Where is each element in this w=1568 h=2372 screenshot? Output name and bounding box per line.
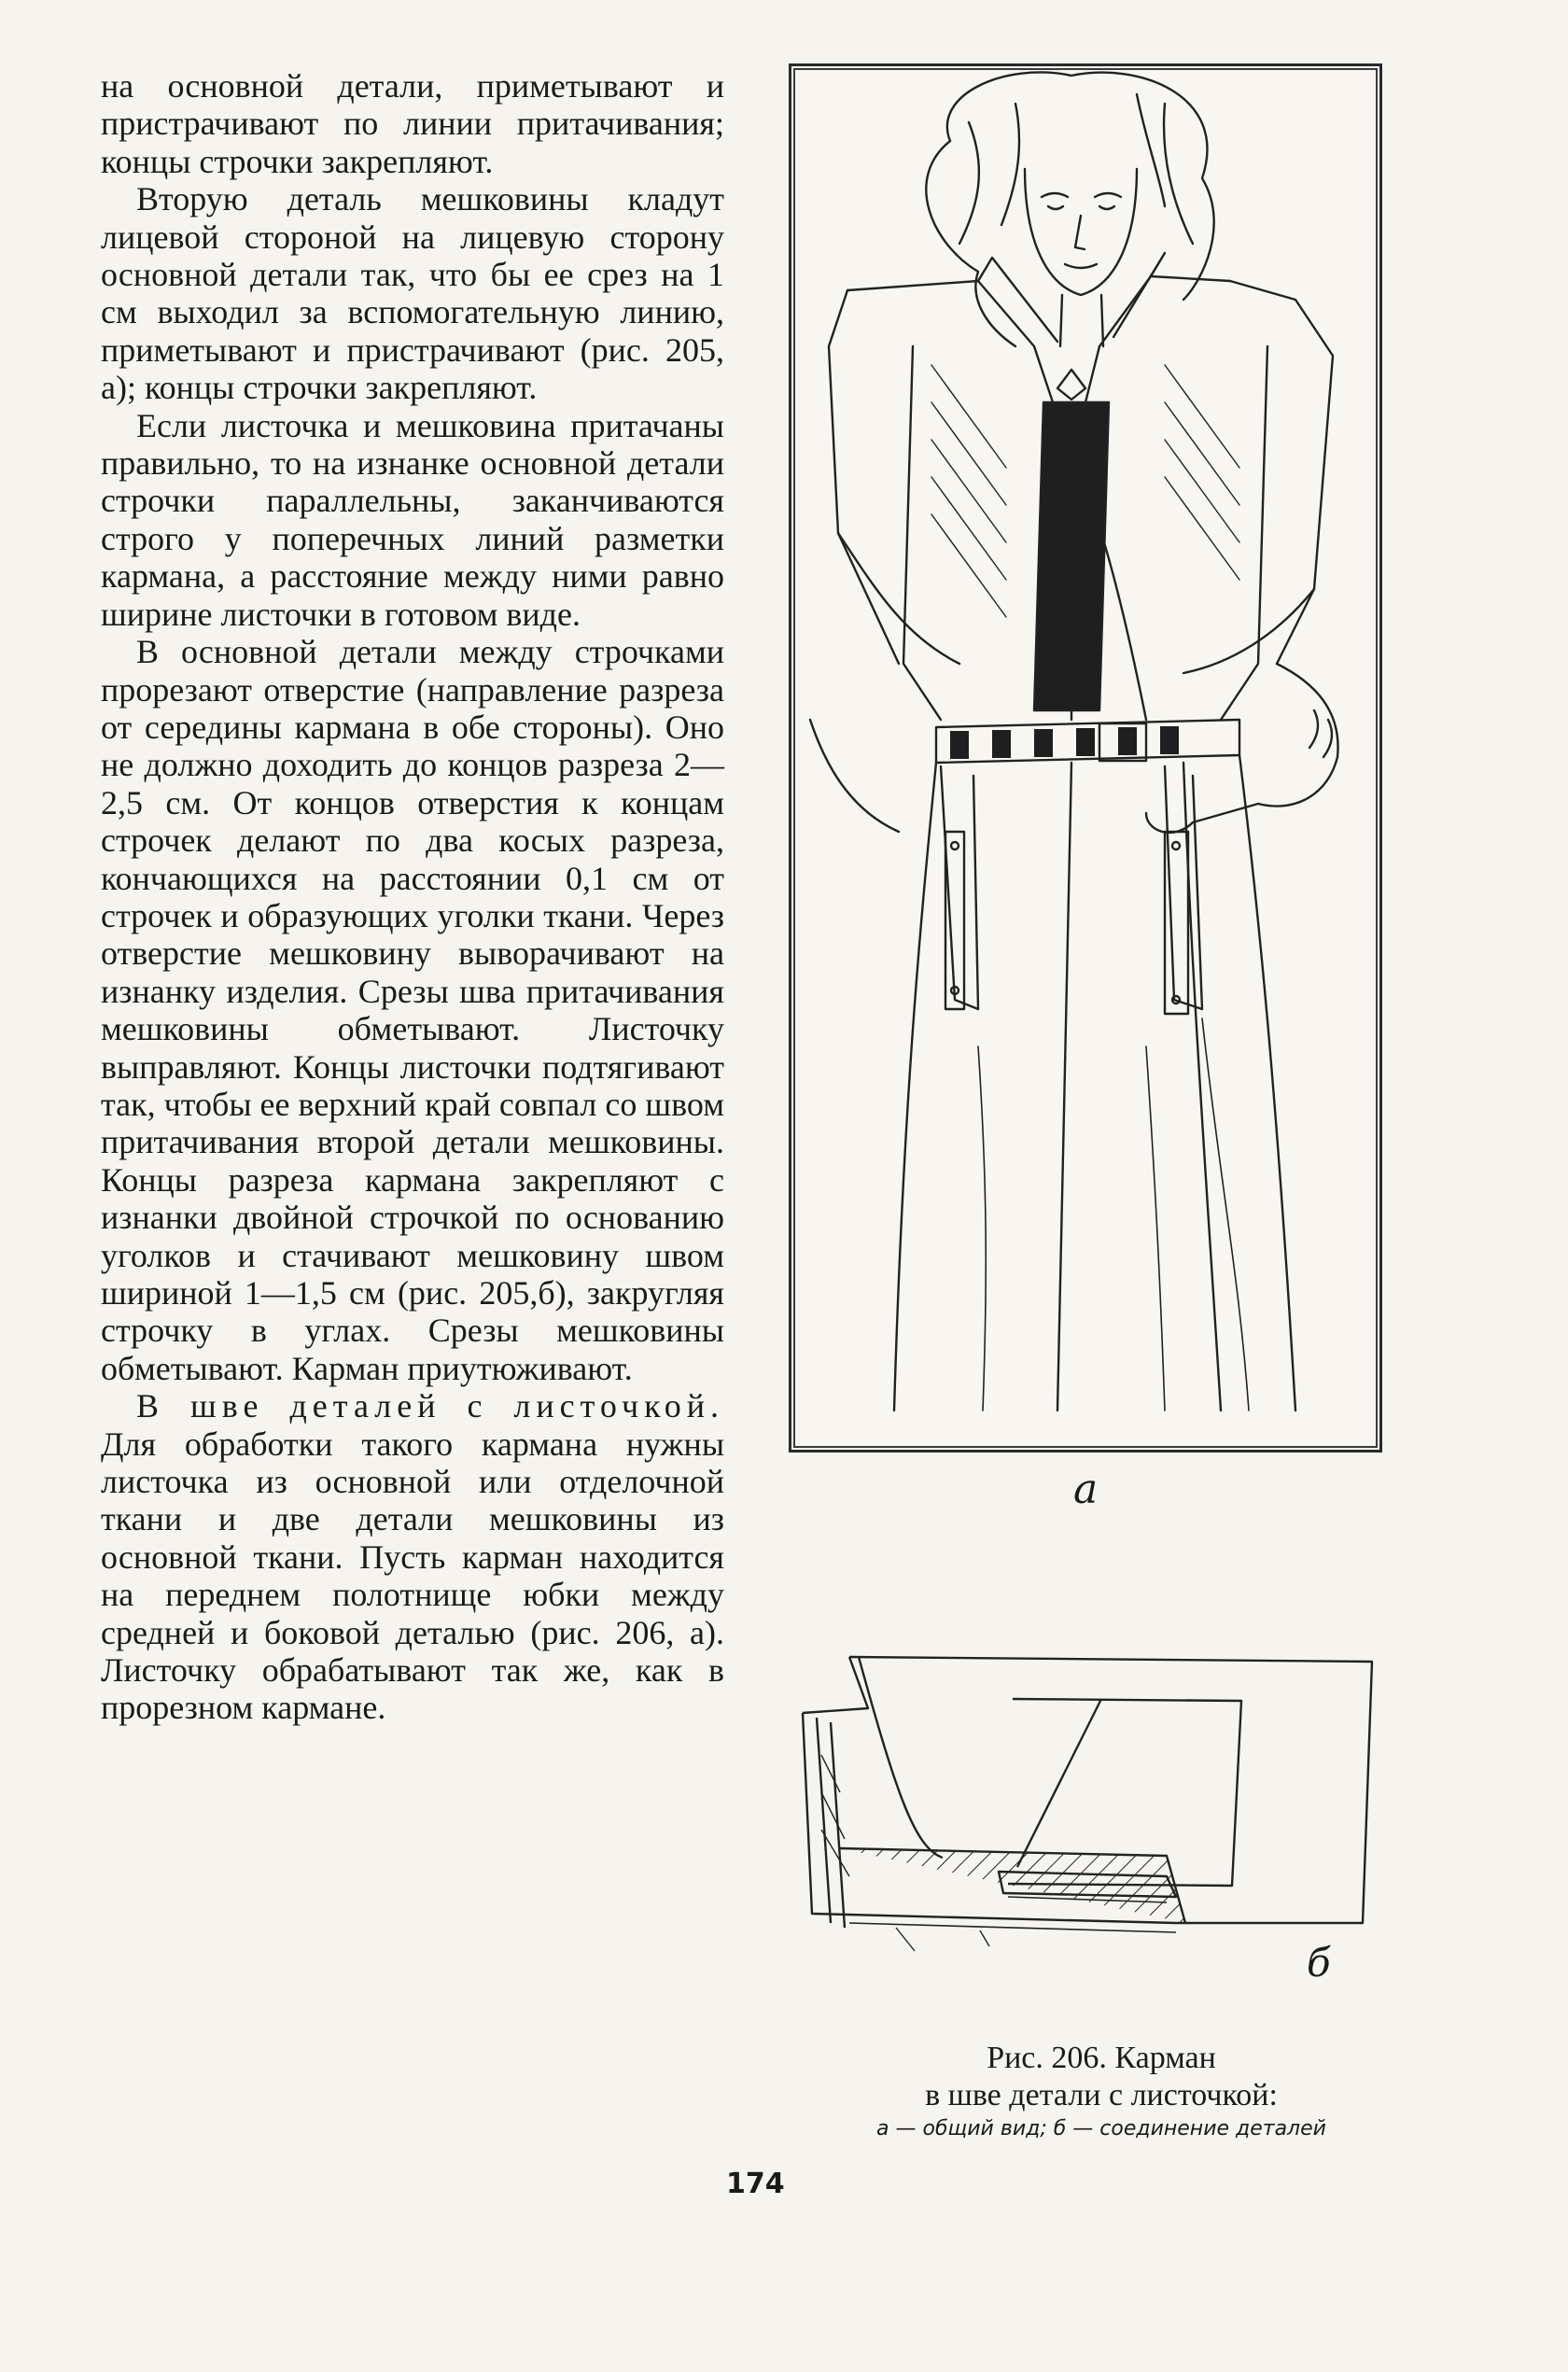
- figure-label-b: б: [1307, 1940, 1331, 1986]
- paragraph-2: Вторую деталь мешковины кладут лицевой стороной на лицевую сторону основной детали так, что бы ее срез на 1 см выходил за вспомогательную линию, приметывают и пристрачивают (рис. 205, а); концы строчки закрепляют.: [101, 180, 724, 407]
- section-paragraph: [101, 1387, 724, 1727]
- caption-title: Рис. 206. Карман: [987, 2041, 1216, 2075]
- paragraph-1: на основной детали, приметывают и пристрачивают по линии притачивания; концы строчки закрепляют.: [101, 67, 724, 180]
- section-heading: В шве деталей с листочкой.: [136, 1387, 724, 1425]
- figure-label-a: а: [1073, 1466, 1099, 1513]
- caption-subtitle: в шве детали с листочкой:: [925, 2078, 1278, 2112]
- paragraph-3: Если листочка и мешковина притачаны правильно, то на изнанке основной детали строчки параллельны, заканчиваются строго у поперечных линий разметки кармана, а расстояние между ними равно ширине листочки в готовом виде.: [101, 406, 724, 633]
- woman-skirt-drawing: [791, 66, 1379, 1450]
- caption-legend: а — общий вид; б — соединение деталей: [876, 2117, 1326, 2140]
- pocket-parts-drawing: [793, 1643, 1391, 1998]
- figure-b-diagram: [793, 1643, 1391, 1998]
- paragraph-4: В основной детали между строчками прорезают отверстие (направление разреза от середины кармана в обе стороны). Оно не должно доходить до концов разреза 2—2,5 см. От концов отверстия к концам строчек делают по два косых разреза, кончающихся на расстоянии 0,1 см от строчек и образующих уголки ткани. Через отверстие мешковину выворачивают на изнанку изделия. Срезы шва притачивания мешковины обметывают. Листочку выправляют. Концы листочки подтягивают так, чтобы ее верхний край совпал со швом притачивания второй детали мешковины. Концы разреза кармана закрепляют с изнанки двойной строчкой по основанию уголков и стачивают мешковину швом шириной 1—1,5 см (рис. 205,б), закругляя строчку в углах. Срезы мешковины обметывают. Карман приутюживают.: [101, 633, 724, 1387]
- figure-a-illustration: [789, 63, 1382, 1453]
- figure-caption: [821, 2040, 1381, 2144]
- section-text: Для обработки такого кармана нужны листочка из основной или отделочной ткани и две детали мешковины из основной ткани. Пусть карман находится на переднем полотнище юбки между средней и боковой деталью (рис. 206, а). Листочку обрабатывают так же, как в прорезном кармане.: [101, 1425, 724, 1727]
- body-text-column: [101, 67, 724, 1727]
- page-number: 174: [726, 2168, 785, 2200]
